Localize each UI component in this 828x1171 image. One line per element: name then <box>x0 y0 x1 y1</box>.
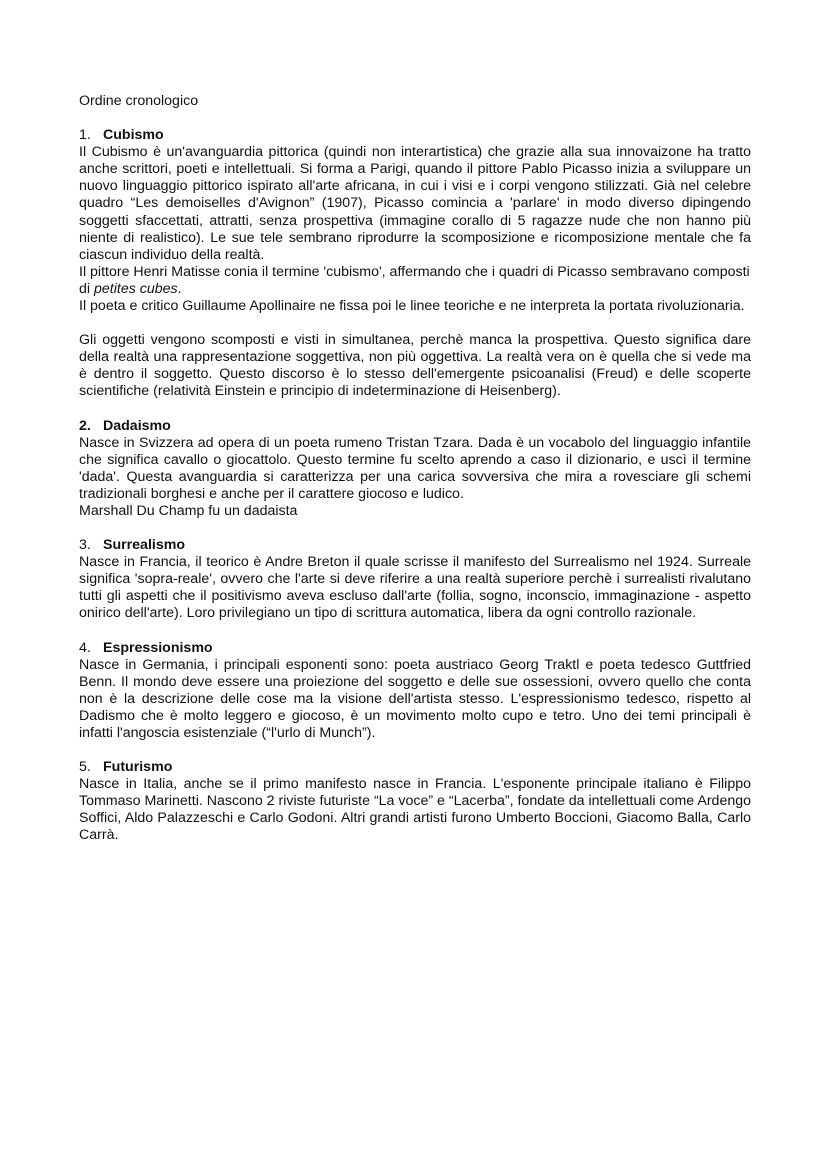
section-heading <box>79 759 751 776</box>
italic-term: petites cubes <box>94 280 178 297</box>
section-title: Dadaismo <box>103 417 171 434</box>
section-heading <box>79 640 751 657</box>
section-number: 5. <box>79 759 91 776</box>
paragraph: Nasce in Italia, anche se il primo manifesto nasce in Francia. L'esponente principale italiano è Filippo Tommaso Marinetti. Nascono 2 riviste futuriste “La voce” e “Lacerba”, fondate da intellettuali come Ardengo Soffici, Aldo Palazzeschi e Carlo Godoni. Altri grandi artisti furono Umberto Boccioni, Giacomo Balla, Carlo Carrà. <box>79 776 751 844</box>
section-heading <box>79 127 751 144</box>
document-title: Ordine cronologico <box>79 93 199 109</box>
section-espressionismo <box>79 640 751 743</box>
section-futurismo <box>79 759 751 844</box>
section-cubismo <box>79 127 751 400</box>
section-dadaismo <box>79 418 751 521</box>
section-title: Surrealismo <box>103 537 186 554</box>
paragraph: Nasce in Germania, i principali esponenti sono: poeta austriaco Georg Traktl e poeta tedesco Guttfried Benn. Il mondo deve essere una proiezione del soggetto e delle sue ossessioni, ovvero quello che conta non è la descrizione delle cose ma la visione dell'artista stesso. L'espressionismo tedesco, rispetto al Dadismo che è molto leggero e giocoso, è un movimento molto cupo e tetro. Uno dei temi principali è infatti l'angoscia esistenziale (“l'urlo di Munch”). <box>79 656 751 741</box>
paragraph-text: Il pittore Henri Matisse conia il termine 'cubismo', affermando che i quadri di Picasso sembravano composti di <box>79 263 750 297</box>
section-title: Futurismo <box>103 759 173 776</box>
paragraph: Marshall Du Champ fu un dadaista <box>79 502 298 519</box>
paragraph <box>79 264 751 298</box>
section-number: 1. <box>79 127 91 144</box>
italic-suffix: . <box>177 280 182 297</box>
section-heading <box>79 418 751 435</box>
paragraph: Il poeta e critico Guillaume Apollinaire ne fissa poi le linee teoriche e ne interpreta la portata rivoluzionaria. <box>79 298 745 315</box>
section-number: 3. <box>79 537 91 554</box>
section-title: Cubismo <box>103 127 164 144</box>
section-number: 4. <box>79 639 91 656</box>
section-title: Espressionismo <box>103 639 213 656</box>
paragraph: Gli oggetti vengono scomposti e visti in simultanea, perchè manca la prospettiva. Questo significa dare della realtà una rappresentazione soggettiva, non più oggettiva. La realtà vera on è quella che si vede ma è dentro il soggetto. Questo discorso è lo stesso dell'emergente psicoanalisi (Freud) e delle scoperte scientifiche (relatività Einstein e principio di indeterminazione di Heisenberg). <box>79 332 751 400</box>
document-page <box>79 93 751 862</box>
paragraph: Il Cubismo è un'avanguardia pittorica (quindi non interartistica) che grazie alla sua innovaizone ha tratto anche scrittori, poeti e intellettuali. Si forma a Parigi, quando il pittore Pablo Picasso inizia a sviluppare un nuovo linguaggio pittorico ispirato all'arte africana, in cui i visi e i corpi vengono stilizzati. Già nel celebre quadro “Les demoiselles d'Avignon” (1907), Picasso comincia a 'parlare' in modo diverso dipingendo soggetti sfaccettati, attratti, senza prospettiva (immagine corallo di 5 ragazze nude che non hanno più niente di realistico). Le sue tele sembrano riprodurre la scomposizione e ricomposizione mentale che fa ciascun individuo della realtà. <box>79 144 751 263</box>
paragraph: Nasce in Svizzera ad opera di un poeta rumeno Tristan Tzara. Dada è un vocabolo del linguaggio infantile che significa cavallo o giocattolo. Questo termine fu scelto aprendo a caso il dizionario, e uscì il termine 'dada'. Questa avanguardia si caratterizza per una carica sovversiva che mira a rovesciare gli schemi tradizionali borghesi e anche per il carattere giocoso e ludico. <box>79 434 751 502</box>
section-number: 2. <box>79 417 91 434</box>
section-surrealismo <box>79 537 751 622</box>
section-heading <box>79 537 751 554</box>
paragraph: Nasce in Francia, il teorico è Andre Breton il quale scrisse il manifesto del Surrealismo nel 1924. Surreale significa 'sopra-reale', ovvero che l'arte si deve riferire a una realtà superiore perchè i surrealisti rivalutano tutti gli aspetti che il positivismo aveva escluso dall'arte (follia, sogno, inconscio, immaginazione - aspetto onirico dell'arte). Loro privilegiano un tipo di scrittura automatica, libera da ogni controllo razionale. <box>79 554 751 622</box>
